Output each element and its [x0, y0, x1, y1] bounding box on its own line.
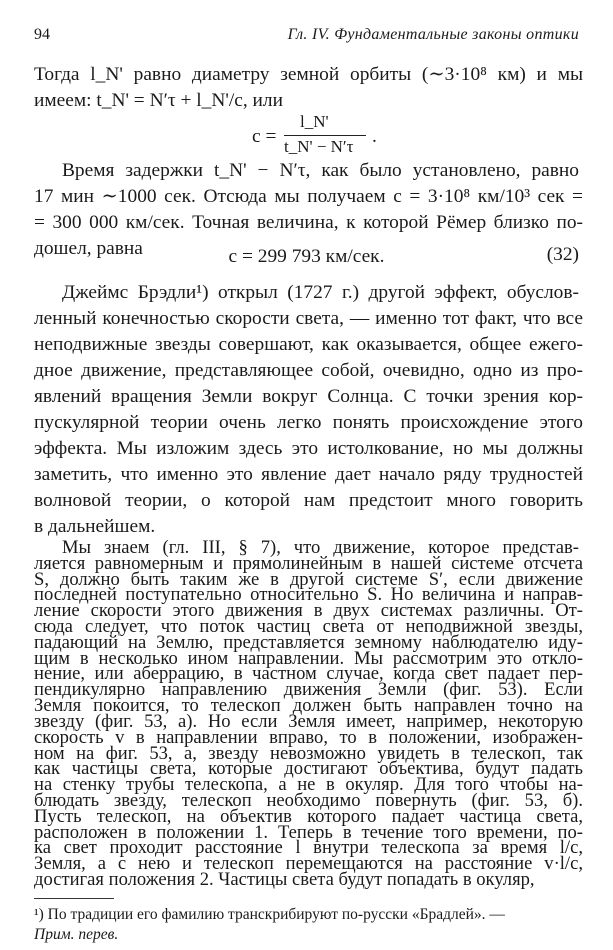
- text-line: неподвижные звезды совершают, как оказывается, общее ежего-: [34, 334, 583, 355]
- text-line: явлений вращения Земли вокруг Солнца. С точки зрения кор-: [34, 386, 583, 407]
- fraction-bar: [284, 135, 366, 136]
- text-line: Земля, а с нею и телескоп перемещаются на расстояние v·l/c,: [34, 853, 583, 875]
- text-line: звезду (фиг. 53, а). Но если Земля имеет, например, некоторую: [34, 710, 583, 732]
- text-line: в дальнейшем.: [34, 516, 156, 537]
- text-line: 17 мин ∼1000 сек. Отсюда мы получаем c = 3·10⁸ км/10³ сек =: [34, 186, 583, 207]
- text-line: эффекта. Мы изложим здесь это истолкование, но мы должны: [34, 438, 583, 459]
- text-line: пускулярной теории очень легко понять происхождение этого: [34, 412, 583, 433]
- text-line: ление скорости этого движения в двух системах различны. От-: [34, 600, 583, 622]
- text-line: имеем: t_N' = N′τ + l_N'/c, или: [34, 90, 283, 111]
- formula-numerator: l_N': [300, 112, 329, 131]
- page-number: 94: [34, 26, 50, 43]
- text-line: достигая положения 2. Частицы света будут попадать в окуляр,: [34, 869, 535, 890]
- text-line: последней поступательно относительно S. Но величина и направ-: [34, 584, 583, 606]
- text-line: = 300 000 км/сек. Точная величина, к которой Рёмер близко по-: [34, 212, 583, 233]
- text-line: ном на фиг. 53, а, звезду невозможно увидеть в телескоп, так: [34, 742, 583, 764]
- equation: c = 299 793 км/сек.: [228, 246, 385, 267]
- text-line: Время задержки t_N' − N′τ, как было установлено, равно: [62, 160, 579, 181]
- text-line: дное движение, представляющее собой, очевидно, одно из про-: [34, 360, 583, 381]
- text-line: заметить, что именно это явление дает начало ряду трудностей: [34, 464, 583, 485]
- text-line: падающий на Землю, представляется земному наблюдателю иду-: [34, 631, 583, 653]
- text-line: ляется равномерным и прямолинейным в нашей системе отсчета: [34, 552, 583, 574]
- text-line: Мы знаем (гл. III, § 7), что движение, которое представ-: [62, 537, 579, 558]
- text-line: нение, или аберрацию, в частном случае, когда свет падает пер-: [34, 663, 583, 685]
- footnote-rule: [34, 898, 114, 899]
- running-title: Гл. IV. Фундаментальные законы оптики: [287, 26, 579, 43]
- page-header: [34, 26, 579, 48]
- formula-tail: .: [372, 126, 377, 147]
- text-line: дошел, равна: [34, 238, 143, 259]
- text-line: пендикулярно направлению движения Земли (фиг. 53). Если: [34, 679, 583, 701]
- equation-number: (32): [546, 244, 579, 265]
- text-line: как частицы света, которые достигают объектива, будут падать: [34, 758, 583, 780]
- text-line: S, должно быть таким же в другой системе S′, если движение: [34, 568, 583, 590]
- text-line: Земля покоится, то телескоп должен быть направлен точно на: [34, 695, 583, 717]
- text-line: сюда следует, что поток частиц света от неподвижной звезды,: [34, 616, 583, 638]
- text-line: блюдать звезду, телескоп необходимо повернуть (фиг. 53, б).: [34, 789, 583, 811]
- text-line: Тогда l_N' равно диаметру земной орбиты (∼3·10⁸ км) и мы: [34, 64, 583, 85]
- formula-lhs: c =: [252, 126, 277, 147]
- text-line: ка свет проходит расстояние l внутри телескопа за время l/c,: [34, 837, 583, 859]
- text-line: Джеймс Брэдли¹) открыл (1727 г.) другой эффект, обуслов-: [62, 282, 579, 303]
- text-line: Пусть телескоп, на объектив которого падает частица света,: [34, 805, 583, 827]
- text-line: скорость v в направлении вправо, то в положении, изображен-: [34, 726, 583, 748]
- text-line: ленный конечностью скорости света, — именно тот факт, что все: [34, 308, 583, 329]
- text-line: волновой теории, о которой нам предстоит много говорить: [34, 490, 583, 511]
- formula-denominator: t_N' − N′τ: [284, 137, 354, 156]
- text-line: щим в несколько ином направлении. Мы рассмотрим это откло-: [34, 647, 583, 669]
- text-line: на стенку трубы телескопа, а не в окуляр. Для того чтобы на-: [34, 774, 583, 796]
- footnote-line: Прим. перев.: [34, 926, 119, 943]
- text-line: расположен в положении 1. Теперь в течение того времени, по-: [34, 821, 583, 843]
- footnote-line: ¹) По традиции его фамилию транскрибируют по-русски «Брадлей». —: [34, 906, 505, 923]
